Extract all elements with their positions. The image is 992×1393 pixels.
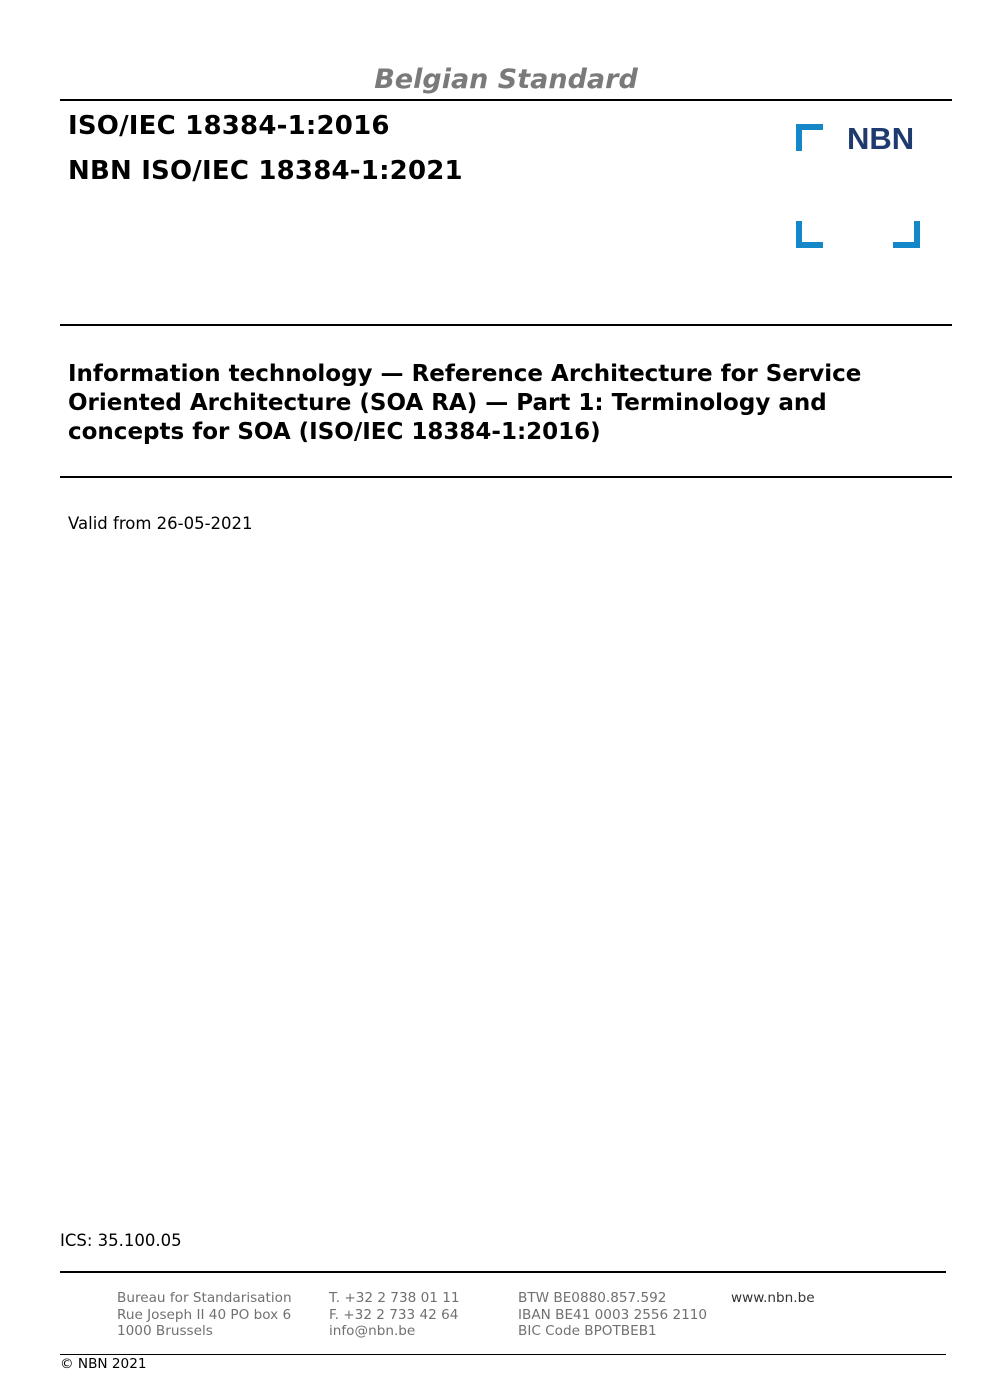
valid-from-date: Valid from 26-05-2021 bbox=[68, 514, 253, 533]
footer-address-line: Bureau for Standarisation bbox=[117, 1290, 292, 1306]
website-link[interactable]: www.nbn.be bbox=[731, 1290, 815, 1306]
nbn-bracket-logo-icon bbox=[796, 124, 920, 248]
nbn-logo bbox=[796, 124, 920, 248]
footer-contact bbox=[329, 1290, 460, 1340]
footer-email-link[interactable]: info@nbn.be bbox=[329, 1323, 416, 1339]
divider-top bbox=[60, 99, 952, 101]
footer-bic: BIC Code BPOTBEB1 bbox=[518, 1323, 657, 1339]
logo-text: NBN bbox=[847, 124, 915, 156]
footer-address-line: 1000 Brussels bbox=[117, 1323, 213, 1339]
footer-address-line: Rue Joseph II 40 PO box 6 bbox=[117, 1306, 292, 1323]
copyright: © NBN 2021 bbox=[60, 1356, 147, 1372]
divider-footer-top bbox=[60, 1271, 946, 1273]
footer-phone: T. +32 2 738 01 11 bbox=[329, 1290, 460, 1306]
footer-iban: IBAN BE41 0003 2556 2110 bbox=[518, 1306, 708, 1323]
footer-fax: F. +32 2 733 42 64 bbox=[329, 1306, 459, 1323]
header-label: Belgian Standard bbox=[374, 64, 638, 95]
nbn-document-id: NBN ISO/IEC 18384-1:2021 bbox=[68, 156, 463, 186]
divider-title-top bbox=[60, 324, 952, 326]
divider-footer-bottom bbox=[60, 1354, 946, 1355]
footer-address bbox=[117, 1290, 292, 1340]
footer-website bbox=[731, 1290, 815, 1307]
divider-title-bottom bbox=[60, 476, 952, 478]
footer-bank bbox=[518, 1290, 707, 1340]
ics-code: ICS: 35.100.05 bbox=[60, 1231, 182, 1250]
footer-vat: BTW BE0880.857.592 bbox=[518, 1290, 667, 1306]
iso-document-id: ISO/IEC 18384-1:2016 bbox=[68, 111, 390, 141]
document-title: Information technology — Reference Architecture for Service Oriented Architecture (SOA RA) — Part 1: Terminology and concepts for SOA (ISO/IEC 18384-1:2016) bbox=[68, 361, 862, 445]
